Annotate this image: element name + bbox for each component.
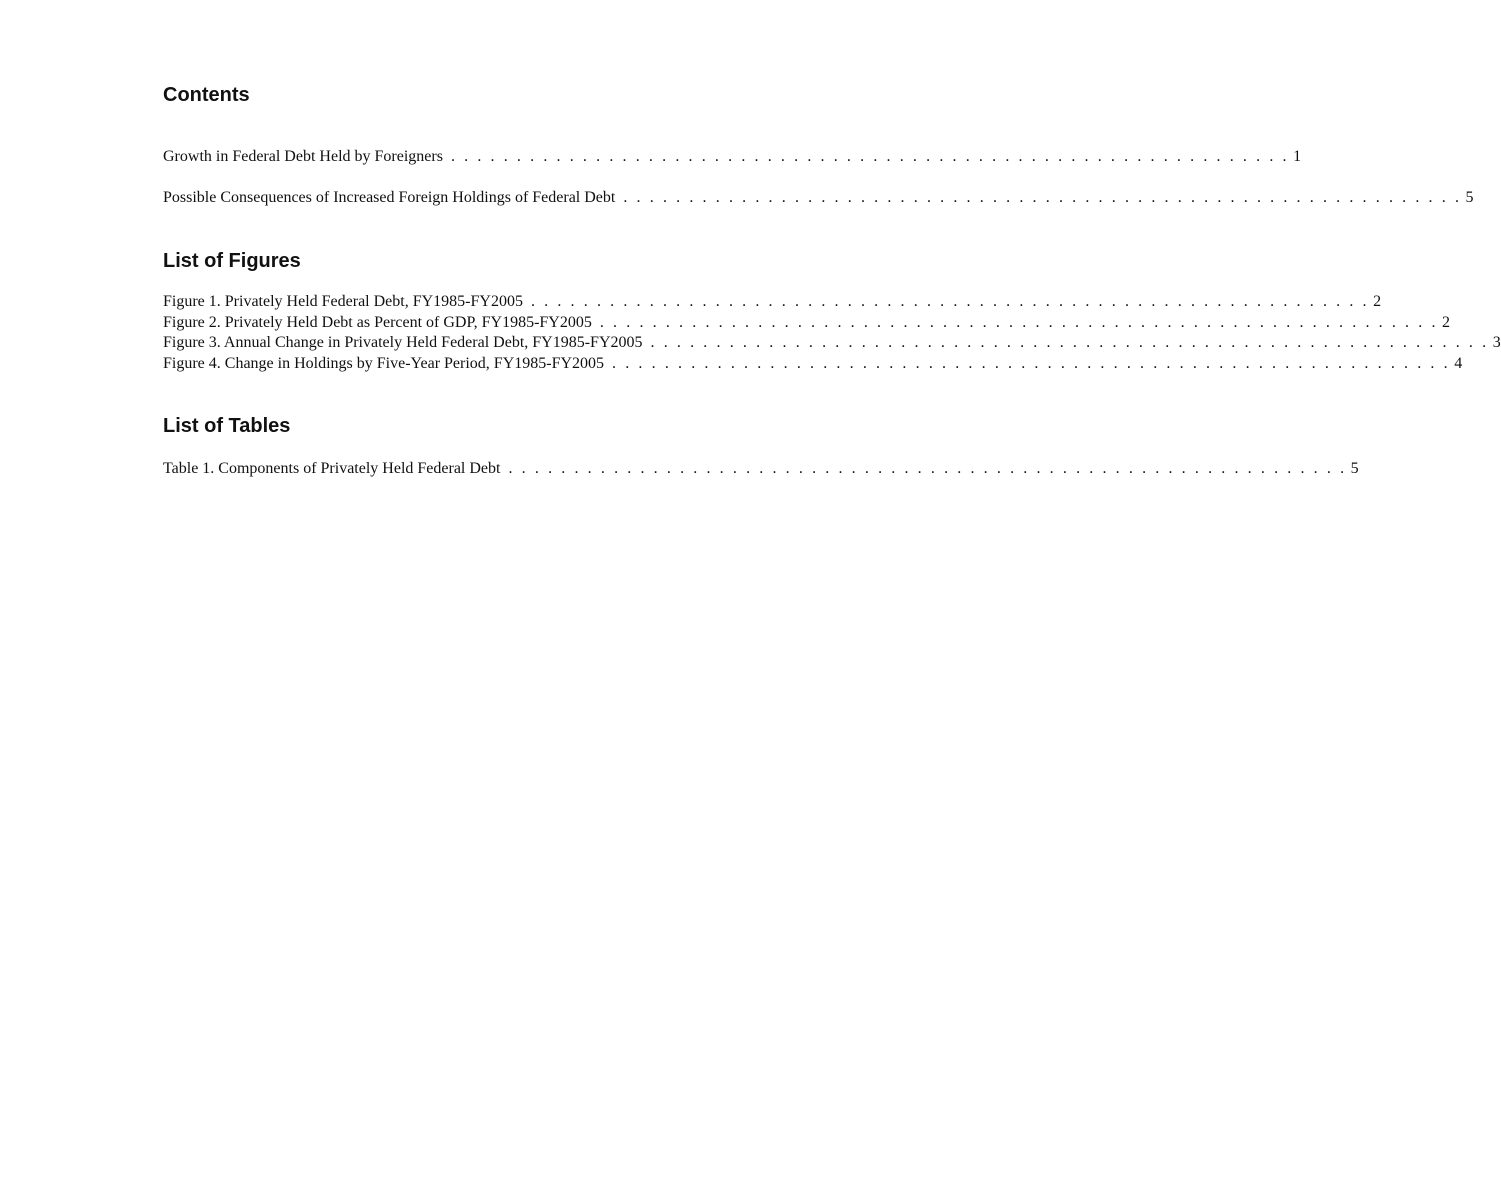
- figure-entry-label: Figure 4. Change in Holdings by Five-Year Period, FY1985-FY2005: [163, 355, 605, 372]
- figure-entry-page-number: 4: [1454, 355, 1463, 372]
- toc-entry-label: Growth in Federal Debt Held by Foreigners: [163, 148, 443, 165]
- dot-leader: . . . . . . . . . . . . . . . . . . . . . . . . . . . . . . . . . . . . . . . . . . . . . . . . . . . . . . . . . . . . . . . .: [612, 355, 1451, 372]
- figure-entry-3[interactable]: [163, 333, 1501, 353]
- figure-entry-page-number: 3: [1492, 334, 1501, 351]
- table-entry-page-number: 5: [1350, 460, 1359, 477]
- dot-leader: . . . . . . . . . . . . . . . . . . . . . . . . . . . . . . . . . . . . . . . . . . . . . . . . . . . . . . . . . . . . . . . .: [623, 189, 1462, 206]
- toc-entry-growth[interactable]: [163, 147, 1302, 167]
- dot-leader: . . . . . . . . . . . . . . . . . . . . . . . . . . . . . . . . . . . . . . . . . . . . . . . . . . . . . . . . . . . . . . . .: [508, 460, 1347, 477]
- figure-entry-label: Figure 1. Privately Held Federal Debt, FY1985-FY2005: [163, 293, 523, 310]
- toc-entry-page-number: 5: [1465, 189, 1474, 206]
- toc-entry-page-number: 1: [1293, 148, 1302, 165]
- list-of-figures-heading: List of Figures: [163, 250, 301, 272]
- figure-entry-4[interactable]: [163, 354, 1463, 374]
- list-of-tables-heading: List of Tables: [163, 415, 291, 437]
- figure-entry-2[interactable]: [163, 313, 1451, 333]
- figure-entry-label: Figure 2. Privately Held Debt as Percent of GDP, FY1985-FY2005: [163, 314, 592, 331]
- figure-entry-1[interactable]: [163, 292, 1382, 312]
- dot-leader: . . . . . . . . . . . . . . . . . . . . . . . . . . . . . . . . . . . . . . . . . . . . . . . . . . . . . . . . . . . . . . . .: [599, 314, 1439, 331]
- toc-entry-consequences[interactable]: [163, 188, 1474, 208]
- dot-leader: . . . . . . . . . . . . . . . . . . . . . . . . . . . . . . . . . . . . . . . . . . . . . . . . . . . . . . . . . . . . . . . .: [650, 334, 1489, 351]
- table-entry-label: Table 1. Components of Privately Held Federal Debt: [163, 460, 501, 477]
- contents-heading: Contents: [163, 84, 250, 106]
- figure-entry-page-number: 2: [1442, 314, 1451, 331]
- dot-leader: . . . . . . . . . . . . . . . . . . . . . . . . . . . . . . . . . . . . . . . . . . . . . . . . . . . . . . . . . . . . . . . .: [530, 293, 1370, 310]
- figure-entry-label: Figure 3. Annual Change in Privately Held Federal Debt, FY1985-FY2005: [163, 334, 643, 351]
- figure-entry-page-number: 2: [1373, 293, 1382, 310]
- dot-leader: . . . . . . . . . . . . . . . . . . . . . . . . . . . . . . . . . . . . . . . . . . . . . . . . . . . . . . . . . . . . . . . .: [450, 148, 1290, 165]
- toc-entry-label: Possible Consequences of Increased Foreign Holdings of Federal Debt: [163, 189, 616, 206]
- table-entry-1[interactable]: [163, 459, 1359, 479]
